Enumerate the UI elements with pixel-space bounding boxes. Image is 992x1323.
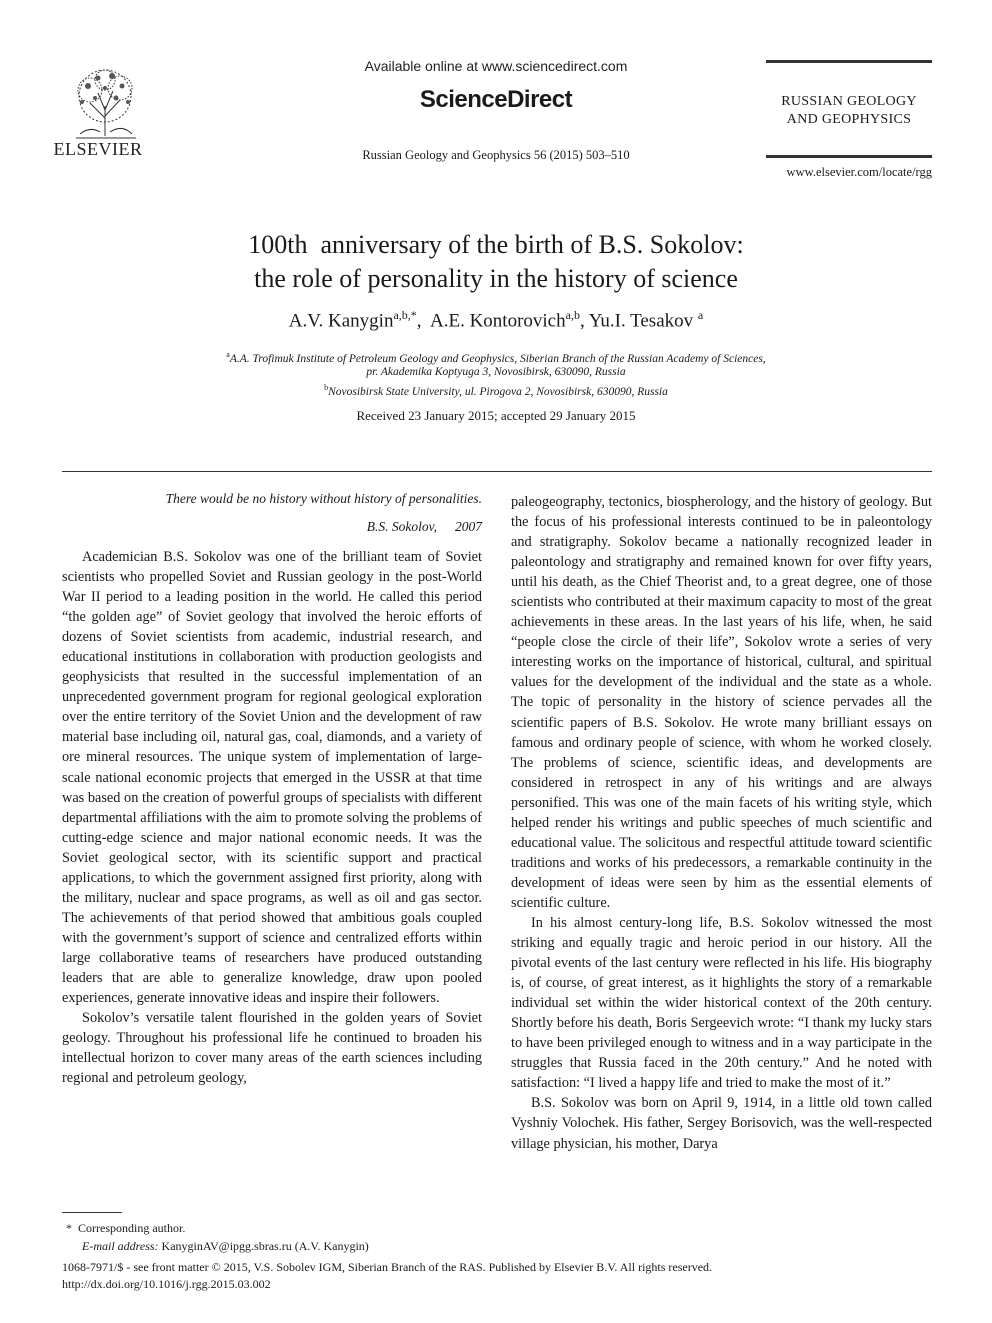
author-separator: , bbox=[416, 310, 430, 332]
body-column-left bbox=[62, 547, 482, 1088]
affiliation-a-text: A.A. Trofimuk Institute of Petroleum Geology and Geophysics, Siberian Branch of the Russian Academy of Sciences, bbox=[229, 352, 766, 365]
article-title bbox=[100, 228, 892, 296]
copyright-line: 1068-7971/$ - see front matter © 2015, V.S. Sobolev IGM, Siberian Branch of the RAS. Published by Elsevier B.V. All rights reserved. bbox=[62, 1260, 713, 1274]
journal-name-line2: AND GEOPHYSICS bbox=[786, 112, 912, 127]
journal-name bbox=[766, 93, 932, 129]
author-list bbox=[100, 308, 892, 332]
author-name[interactable]: Yu.I. Tesakov bbox=[588, 310, 694, 332]
received-dates: Received 23 January 2015; accepted 29 January 2015 bbox=[356, 408, 636, 423]
title-line2: the role of personality in the history of science bbox=[254, 264, 738, 293]
title-line1: 100th anniversary of the birth of B.S. Sokolov: bbox=[248, 230, 744, 259]
journal-url-link[interactable]: www.elsevier.com/locate/rgg bbox=[786, 165, 932, 179]
body-column-right bbox=[511, 492, 932, 1154]
author-affil-marks: a,b,* bbox=[393, 308, 417, 322]
author-separator: , bbox=[579, 310, 589, 332]
available-online-note[interactable]: Available online at www.sciencedirect.com bbox=[364, 58, 628, 74]
header-divider bbox=[62, 471, 932, 472]
journal-name-line1: RUSSIAN GEOLOGY bbox=[781, 94, 917, 109]
epigraph-author: B.S. Sokolov, bbox=[366, 519, 437, 534]
email-address-link[interactable]: KanyginAV@ipgg.sbras.ru (A.V. Kanygin) bbox=[161, 1239, 369, 1253]
body-paragraph: In his almost century-long life, B.S. Sokolov witnessed the most striking and equally tragic and heroic period in our history. All the pivotal events of the last century were reflected in his life. His biography is, of course, of great interest, as it highlights the story of a remarkable individual set within the wider historical context of the 20th century. Shortly before his death, Boris Sergeevich wrote: “I thank my lucky stars to have been privileged enough to witness and in a way participate in the struggles that Russia faced in the 20th century.” And he noted with satisfaction: “I lived a happy life and tried to make the most of it.” bbox=[511, 914, 932, 1092]
journal-citation: Russian Geology and Geophysics 56 (2015) 503–510 bbox=[362, 148, 630, 162]
affiliation-mark-a: a bbox=[226, 350, 230, 359]
affiliation-b bbox=[100, 380, 892, 400]
footnote-corresponding bbox=[66, 1221, 486, 1236]
footnote-rule bbox=[62, 1212, 122, 1213]
author-name[interactable]: A.E. Kontorovich bbox=[430, 310, 566, 332]
body-paragraph: B.S. Sokolov was born on April 9, 1914, in a little old town called Vyshniy Volochek. His father, Sergey Borisovich, was the well-respected village physician, his mother, Darya bbox=[511, 1095, 932, 1152]
affiliation-b-text: Novosibirsk State University, ul. Pirogova 2, Novosibirsk, 630090, Russia bbox=[328, 385, 668, 398]
body-paragraph: Academician B.S. Sokolov was one of the brilliant team of Soviet scientists who propelled Soviet and Russian geology in the post-World War II period to a leading position in the world. He called this period “the golden age” of Soviet geology that involved the heroic efforts of dozens of Soviet scientists from academic, industrial research, and educational institutions in collaboration with production geologists and geophysicists that resulted in the successful implementation of an unprecedented government program for regional geological exploration over the entire territory of the Soviet Union and the development of raw material base including oil, natural gas, coal, diamonds, and a variety of ore mineral resources. The unique system of implementation of large-scale national economic projects that emerged in the USSR at that time was based on the creation of powerful groups of specialists with different departmental affiliations with the aim to promote solving the problems of cutting-edge science and major national economic needs. It was the Soviet geological sector, with its scientific support and practical applications, to which the government assigned first priority, along with the military, nuclear and space programs, as well as oil and gas sector. The achievements of that period showed that ambitious goals coupled with the government’s support of science and centralized efforts within large collaborative teams of researchers have produced outstanding leaders that are able to generalize knowledge, draw upon pooled experiences, generate innovative ideas and inspire their followers. bbox=[62, 549, 482, 1007]
email-label: E-mail address: bbox=[82, 1239, 159, 1253]
affiliation-mark-b: b bbox=[324, 383, 329, 392]
journal-rule-top bbox=[766, 60, 932, 63]
affiliation-a-line2: pr. Akademika Koptyuga 3, Novosibirsk, 630090, Russia bbox=[366, 366, 626, 378]
publisher-wordmark: ELSEVIER bbox=[53, 139, 143, 159]
epigraph-source bbox=[62, 519, 482, 535]
footnote-email bbox=[82, 1239, 502, 1254]
body-paragraph: paleogeography, tectonics, biospherology, and the history of geology. But the focus of his professional interests continued to be in paleontology and stratigraphy. Sokolov became a nationally recognized leader in paleontology and stratigraphy and remained known for over fifty years, until his death, as the Chief Theorist and, to a great degree, one of those scientists who contributed at their maximum capacity to most of the great achievements in these areas. In the last years of his life, when, he said “people close the circle of their life”, Sokolov wrote a series of very interesting works on the importance of historical, cultural, and spiritual values for the development of the individual and the state as a whole. The topic of personality in the history of science pervades all the scientific papers of B.S. Sokolov. He wrote many brilliant essays on famous and ordinary people of science, with whom he worked closely. The problems of science, scientific ideas, and developments are considered in retrospect in any of his writings and are always personified. This was one of the main facets of his writing style, which helped render his writings and public speeches of much scientific and educational value. The solicitous and respectful attitude toward scientific traditions and works of his predecessors, a remarkable continuity in the development of ideas were seen by him as the essential elements of scientific culture. bbox=[511, 494, 932, 911]
journal-rule-bottom bbox=[766, 155, 932, 158]
footnote-text: Corresponding author. bbox=[78, 1221, 186, 1235]
author-name[interactable]: A.V. Kanygin bbox=[288, 310, 394, 332]
epigraph-year: 2007 bbox=[455, 519, 482, 534]
author-affil-marks: a bbox=[697, 308, 704, 322]
sciencedirect-wordmark: ScienceDirect bbox=[419, 86, 573, 113]
author-affil-marks: a,b bbox=[565, 308, 580, 322]
epigraph-quote: There would be no history without history of personalities. bbox=[165, 491, 482, 506]
body-paragraph: Sokolov’s versatile talent flourished in the golden years of Soviet geology. Throughout his professional life he continued to broaden his intellectual horizon to cover many areas of the earth sciences including regional and petroleum geology, bbox=[62, 1010, 482, 1087]
doi-link[interactable]: http://dx.doi.org/10.1016/j.rgg.2015.03.002 bbox=[62, 1277, 271, 1291]
footnote-star: * bbox=[66, 1221, 72, 1235]
